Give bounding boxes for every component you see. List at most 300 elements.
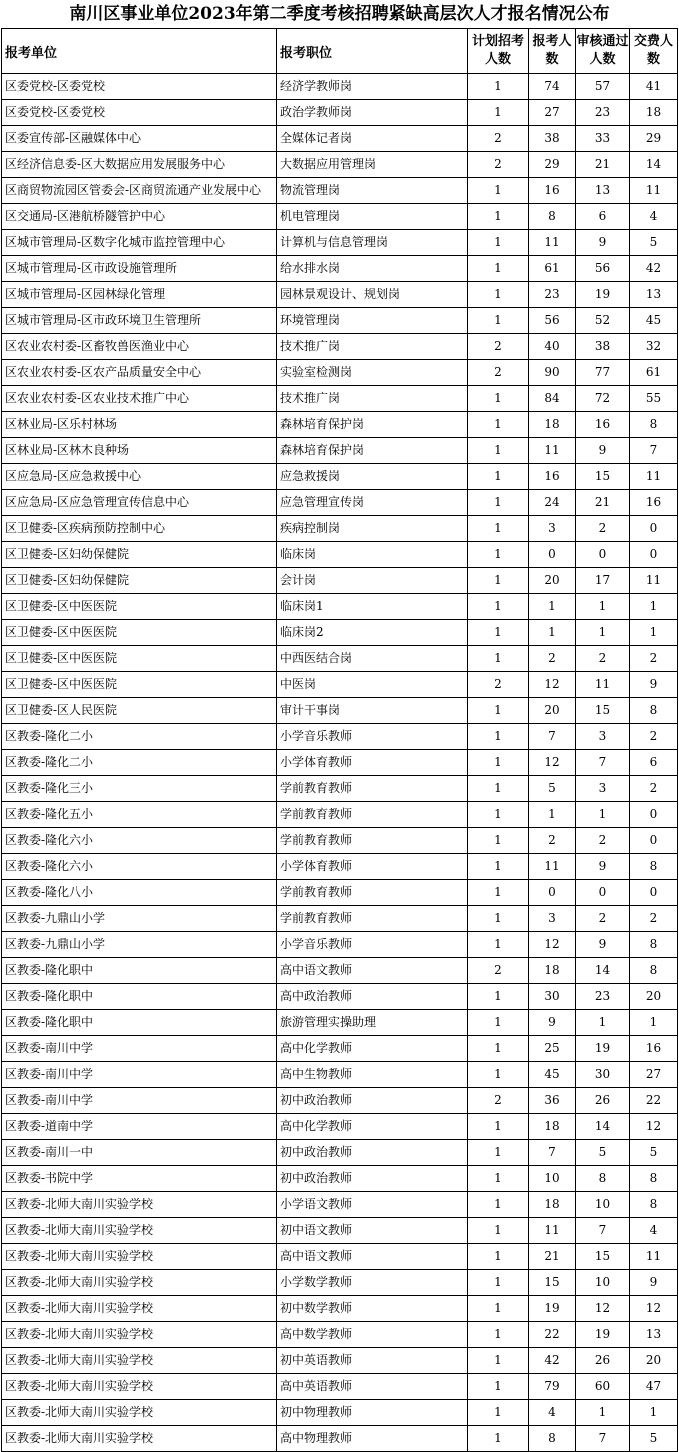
cell-paid: 11 (630, 464, 678, 490)
cell-paid: 4 (630, 204, 678, 230)
cell-plan: 1 (468, 1296, 529, 1322)
cell-paid: 12 (630, 1114, 678, 1140)
table-row (2, 308, 678, 334)
cell-unit: 区委党校-区委党校 (2, 74, 277, 100)
cell-paid: 0 (630, 542, 678, 568)
header-position: 报考职位 (277, 29, 468, 74)
table-row (2, 464, 678, 490)
cell-position: 初中物理教师 (277, 1400, 468, 1426)
cell-position: 技术推广岗 (277, 334, 468, 360)
cell-applicants: 19 (529, 1296, 576, 1322)
table-row (2, 1374, 678, 1400)
cell-applicants: 8 (529, 1426, 576, 1452)
cell-position: 技术推广岗 (277, 386, 468, 412)
table-row (2, 672, 678, 698)
cell-unit: 区教委-隆化三小 (2, 776, 277, 802)
table-row (2, 1296, 678, 1322)
cell-unit: 区卫健委-区中医医院 (2, 620, 277, 646)
cell-plan: 1 (468, 542, 529, 568)
table-row (2, 880, 678, 906)
cell-position: 小学数学教师 (277, 1270, 468, 1296)
recruitment-table (1, 28, 678, 1452)
cell-paid: 0 (630, 828, 678, 854)
cell-approved: 60 (576, 1374, 630, 1400)
cell-unit: 区经济信息委-区大数据应用发展服务中心 (2, 152, 277, 178)
cell-unit: 区卫健委-区中医医院 (2, 672, 277, 698)
cell-position: 中西医结合岗 (277, 646, 468, 672)
cell-position: 初中数学教师 (277, 1296, 468, 1322)
cell-plan: 1 (468, 1270, 529, 1296)
cell-approved: 3 (576, 724, 630, 750)
cell-applicants: 20 (529, 698, 576, 724)
cell-paid: 42 (630, 256, 678, 282)
cell-approved: 15 (576, 464, 630, 490)
cell-applicants: 25 (529, 1036, 576, 1062)
cell-unit: 区城市管理局-区园林绿化管理 (2, 282, 277, 308)
table-row (2, 1322, 678, 1348)
cell-paid: 4 (630, 1218, 678, 1244)
cell-plan: 1 (468, 1400, 529, 1426)
table-row (2, 1244, 678, 1270)
cell-approved: 7 (576, 1426, 630, 1452)
cell-position: 应急救援岗 (277, 464, 468, 490)
cell-plan: 2 (468, 126, 529, 152)
cell-paid: 27 (630, 1062, 678, 1088)
cell-unit: 区农业农村委-区农业技术推广中心 (2, 386, 277, 412)
cell-applicants: 42 (529, 1348, 576, 1374)
cell-position: 给水排水岗 (277, 256, 468, 282)
cell-plan: 1 (468, 1244, 529, 1270)
cell-applicants: 15 (529, 1270, 576, 1296)
cell-unit: 区教委-道南中学 (2, 1114, 277, 1140)
table-row (2, 802, 678, 828)
cell-applicants: 7 (529, 724, 576, 750)
cell-approved: 7 (576, 750, 630, 776)
cell-unit: 区委宣传部-区融媒体中心 (2, 126, 277, 152)
cell-paid: 1 (630, 1010, 678, 1036)
cell-position: 小学体育教师 (277, 750, 468, 776)
cell-plan: 1 (468, 568, 529, 594)
cell-approved: 19 (576, 1322, 630, 1348)
table-row (2, 1088, 678, 1114)
cell-applicants: 10 (529, 1166, 576, 1192)
cell-position: 计算机与信息管理岗 (277, 230, 468, 256)
header-unit: 报考单位 (2, 29, 277, 74)
cell-unit: 区农业农村委-区农产品质量安全中心 (2, 360, 277, 386)
cell-applicants: 61 (529, 256, 576, 282)
cell-unit: 区教委-隆化五小 (2, 802, 277, 828)
cell-position: 临床岗2 (277, 620, 468, 646)
cell-position: 高中数学教师 (277, 1322, 468, 1348)
cell-applicants: 22 (529, 1322, 576, 1348)
cell-plan: 1 (468, 1348, 529, 1374)
table-row (2, 542, 678, 568)
cell-applicants: 29 (529, 152, 576, 178)
cell-plan: 1 (468, 828, 529, 854)
cell-approved: 56 (576, 256, 630, 282)
table-row (2, 1166, 678, 1192)
cell-applicants: 45 (529, 1062, 576, 1088)
table-row (2, 152, 678, 178)
cell-unit: 区教委-隆化八小 (2, 880, 277, 906)
cell-applicants: 3 (529, 516, 576, 542)
cell-position: 高中化学教师 (277, 1036, 468, 1062)
cell-position: 学前教育教师 (277, 906, 468, 932)
table-row (2, 1348, 678, 1374)
table-row (2, 1114, 678, 1140)
cell-unit: 区教委-南川中学 (2, 1088, 277, 1114)
cell-approved: 0 (576, 880, 630, 906)
cell-plan: 1 (468, 1140, 529, 1166)
cell-plan: 2 (468, 152, 529, 178)
cell-paid: 9 (630, 1270, 678, 1296)
cell-approved: 21 (576, 152, 630, 178)
table-row (2, 1140, 678, 1166)
table-row (2, 1400, 678, 1426)
cell-unit: 区农业农村委-区畜牧兽医渔业中心 (2, 334, 277, 360)
cell-approved: 10 (576, 1192, 630, 1218)
cell-plan: 1 (468, 1036, 529, 1062)
cell-paid: 20 (630, 984, 678, 1010)
cell-approved: 26 (576, 1348, 630, 1374)
cell-plan: 1 (468, 412, 529, 438)
cell-position: 学前教育教师 (277, 828, 468, 854)
cell-unit: 区教委-南川一中 (2, 1140, 277, 1166)
cell-approved: 33 (576, 126, 630, 152)
cell-approved: 13 (576, 178, 630, 204)
cell-position: 初中语文教师 (277, 1218, 468, 1244)
cell-unit: 区城市管理局-区市政环境卫生管理所 (2, 308, 277, 334)
cell-paid: 29 (630, 126, 678, 152)
cell-applicants: 24 (529, 490, 576, 516)
cell-unit: 区教委-北师大南川实验学校 (2, 1400, 277, 1426)
cell-unit: 区林业局-区乐村林场 (2, 412, 277, 438)
cell-unit: 区教委-书院中学 (2, 1166, 277, 1192)
cell-position: 初中英语教师 (277, 1348, 468, 1374)
cell-applicants: 79 (529, 1374, 576, 1400)
cell-approved: 15 (576, 1244, 630, 1270)
cell-position: 机电管理岗 (277, 204, 468, 230)
cell-applicants: 5 (529, 776, 576, 802)
cell-unit: 区教委-北师大南川实验学校 (2, 1348, 277, 1374)
cell-unit: 区教委-隆化职中 (2, 958, 277, 984)
cell-position: 疾病控制岗 (277, 516, 468, 542)
cell-applicants: 9 (529, 1010, 576, 1036)
table-row (2, 698, 678, 724)
cell-applicants: 1 (529, 594, 576, 620)
cell-applicants: 16 (529, 178, 576, 204)
table-row (2, 776, 678, 802)
cell-applicants: 18 (529, 958, 576, 984)
cell-position: 学前教育教师 (277, 880, 468, 906)
cell-paid: 18 (630, 100, 678, 126)
cell-paid: 11 (630, 1244, 678, 1270)
table-row (2, 516, 678, 542)
cell-plan: 1 (468, 1218, 529, 1244)
cell-plan: 1 (468, 984, 529, 1010)
cell-paid: 7 (630, 438, 678, 464)
cell-position: 高中语文教师 (277, 958, 468, 984)
cell-approved: 11 (576, 672, 630, 698)
cell-unit: 区卫健委-区中医医院 (2, 646, 277, 672)
cell-approved: 12 (576, 1296, 630, 1322)
cell-approved: 10 (576, 1270, 630, 1296)
cell-plan: 1 (468, 204, 529, 230)
cell-paid: 2 (630, 646, 678, 672)
cell-paid: 2 (630, 724, 678, 750)
table-row (2, 282, 678, 308)
cell-paid: 8 (630, 1166, 678, 1192)
cell-position: 小学音乐教师 (277, 724, 468, 750)
cell-paid: 5 (630, 230, 678, 256)
cell-paid: 0 (630, 880, 678, 906)
table-row (2, 1062, 678, 1088)
table-row (2, 724, 678, 750)
cell-applicants: 36 (529, 1088, 576, 1114)
cell-paid: 1 (630, 1400, 678, 1426)
cell-position: 环境管理岗 (277, 308, 468, 334)
cell-position: 政治学教师岗 (277, 100, 468, 126)
cell-plan: 1 (468, 1192, 529, 1218)
cell-plan: 2 (468, 672, 529, 698)
cell-plan: 1 (468, 1114, 529, 1140)
cell-position: 旅游管理实操助理 (277, 1010, 468, 1036)
cell-plan: 1 (468, 1062, 529, 1088)
table-row (2, 230, 678, 256)
cell-position: 园林景观设计、规划岗 (277, 282, 468, 308)
cell-unit: 区教委-北师大南川实验学校 (2, 1218, 277, 1244)
cell-applicants: 12 (529, 932, 576, 958)
cell-position: 小学音乐教师 (277, 932, 468, 958)
cell-plan: 1 (468, 1374, 529, 1400)
cell-applicants: 27 (529, 100, 576, 126)
cell-paid: 8 (630, 698, 678, 724)
cell-unit: 区应急局-区应急救援中心 (2, 464, 277, 490)
cell-paid: 0 (630, 802, 678, 828)
cell-approved: 23 (576, 100, 630, 126)
cell-position: 高中语文教师 (277, 1244, 468, 1270)
cell-position: 高中物理教师 (277, 1426, 468, 1452)
cell-unit: 区卫健委-区妇幼保健院 (2, 568, 277, 594)
cell-approved: 9 (576, 230, 630, 256)
table-row (2, 828, 678, 854)
cell-unit: 区商贸物流园区管委会-区商贸流通产业发展中心 (2, 178, 277, 204)
table-row (2, 646, 678, 672)
table-row (2, 568, 678, 594)
cell-paid: 61 (630, 360, 678, 386)
table-row (2, 412, 678, 438)
cell-applicants: 56 (529, 308, 576, 334)
table-row (2, 256, 678, 282)
cell-paid: 32 (630, 334, 678, 360)
cell-paid: 20 (630, 1348, 678, 1374)
cell-paid: 55 (630, 386, 678, 412)
cell-approved: 19 (576, 282, 630, 308)
cell-paid: 11 (630, 568, 678, 594)
cell-approved: 26 (576, 1088, 630, 1114)
cell-position: 临床岗 (277, 542, 468, 568)
cell-approved: 77 (576, 360, 630, 386)
cell-plan: 1 (468, 386, 529, 412)
table-row (2, 334, 678, 360)
cell-applicants: 18 (529, 1192, 576, 1218)
cell-unit: 区教委-北师大南川实验学校 (2, 1374, 277, 1400)
cell-paid: 0 (630, 516, 678, 542)
cell-plan: 2 (468, 1088, 529, 1114)
cell-unit: 区教委-九鼎山小学 (2, 932, 277, 958)
cell-plan: 1 (468, 464, 529, 490)
cell-approved: 38 (576, 334, 630, 360)
cell-unit: 区卫健委-区人民医院 (2, 698, 277, 724)
table-row (2, 984, 678, 1010)
cell-approved: 3 (576, 776, 630, 802)
cell-approved: 14 (576, 958, 630, 984)
cell-approved: 30 (576, 1062, 630, 1088)
cell-approved: 8 (576, 1166, 630, 1192)
cell-plan: 2 (468, 958, 529, 984)
cell-applicants: 30 (529, 984, 576, 1010)
cell-applicants: 18 (529, 412, 576, 438)
table-row (2, 1426, 678, 1452)
cell-plan: 2 (468, 334, 529, 360)
table-row (2, 620, 678, 646)
cell-plan: 1 (468, 646, 529, 672)
cell-plan: 1 (468, 802, 529, 828)
cell-paid: 14 (630, 152, 678, 178)
cell-paid: 8 (630, 854, 678, 880)
cell-unit: 区卫健委-区妇幼保健院 (2, 542, 277, 568)
cell-paid: 9 (630, 672, 678, 698)
cell-approved: 0 (576, 542, 630, 568)
cell-approved: 23 (576, 984, 630, 1010)
cell-approved: 1 (576, 1400, 630, 1426)
cell-applicants: 2 (529, 828, 576, 854)
cell-approved: 1 (576, 594, 630, 620)
table-body (2, 74, 678, 1452)
cell-plan: 1 (468, 490, 529, 516)
cell-approved: 9 (576, 438, 630, 464)
cell-unit: 区卫健委-区疾病预防控制中心 (2, 516, 277, 542)
table-row (2, 438, 678, 464)
cell-paid: 6 (630, 750, 678, 776)
cell-applicants: 4 (529, 1400, 576, 1426)
cell-approved: 6 (576, 204, 630, 230)
cell-paid: 13 (630, 282, 678, 308)
cell-applicants: 20 (529, 568, 576, 594)
cell-paid: 8 (630, 958, 678, 984)
cell-plan: 1 (468, 1166, 529, 1192)
cell-applicants: 84 (529, 386, 576, 412)
cell-approved: 7 (576, 1218, 630, 1244)
cell-applicants: 0 (529, 880, 576, 906)
cell-unit: 区教委-北师大南川实验学校 (2, 1426, 277, 1452)
cell-paid: 8 (630, 932, 678, 958)
cell-unit: 区教委-南川中学 (2, 1036, 277, 1062)
table-row (2, 360, 678, 386)
cell-applicants: 11 (529, 854, 576, 880)
cell-applicants: 21 (529, 1244, 576, 1270)
cell-applicants: 0 (529, 542, 576, 568)
table-row (2, 178, 678, 204)
cell-approved: 1 (576, 1010, 630, 1036)
cell-applicants: 23 (529, 282, 576, 308)
cell-paid: 13 (630, 1322, 678, 1348)
cell-plan: 1 (468, 776, 529, 802)
cell-plan: 1 (468, 178, 529, 204)
cell-approved: 21 (576, 490, 630, 516)
cell-position: 高中生物教师 (277, 1062, 468, 1088)
cell-plan: 1 (468, 1426, 529, 1452)
header-plan: 计划招考人数 (468, 29, 529, 74)
cell-applicants: 38 (529, 126, 576, 152)
cell-unit: 区教委-北师大南川实验学校 (2, 1322, 277, 1348)
cell-unit: 区教委-北师大南川实验学校 (2, 1270, 277, 1296)
cell-approved: 14 (576, 1114, 630, 1140)
cell-unit: 区教委-隆化二小 (2, 724, 277, 750)
cell-applicants: 16 (529, 464, 576, 490)
cell-unit: 区教委-隆化六小 (2, 828, 277, 854)
cell-plan: 1 (468, 854, 529, 880)
cell-position: 经济学教师岗 (277, 74, 468, 100)
cell-applicants: 7 (529, 1140, 576, 1166)
cell-plan: 1 (468, 1322, 529, 1348)
cell-unit: 区应急局-区应急管理宣传信息中心 (2, 490, 277, 516)
cell-paid: 8 (630, 412, 678, 438)
cell-unit: 区教委-北师大南川实验学校 (2, 1192, 277, 1218)
cell-plan: 1 (468, 932, 529, 958)
cell-applicants: 11 (529, 230, 576, 256)
cell-position: 小学语文教师 (277, 1192, 468, 1218)
cell-plan: 1 (468, 724, 529, 750)
cell-paid: 2 (630, 906, 678, 932)
cell-paid: 22 (630, 1088, 678, 1114)
cell-paid: 5 (630, 1426, 678, 1452)
cell-approved: 9 (576, 854, 630, 880)
cell-position: 审计干事岗 (277, 698, 468, 724)
cell-plan: 1 (468, 1010, 529, 1036)
cell-paid: 41 (630, 74, 678, 100)
cell-position: 中医岗 (277, 672, 468, 698)
cell-position: 实验室检测岗 (277, 360, 468, 386)
cell-unit: 区教委-隆化职中 (2, 984, 277, 1010)
cell-approved: 2 (576, 646, 630, 672)
cell-approved: 15 (576, 698, 630, 724)
cell-approved: 2 (576, 906, 630, 932)
cell-applicants: 11 (529, 438, 576, 464)
cell-paid: 8 (630, 1192, 678, 1218)
cell-position: 森林培育保护岗 (277, 412, 468, 438)
cell-unit: 区教委-九鼎山小学 (2, 906, 277, 932)
cell-applicants: 11 (529, 1218, 576, 1244)
header-paid: 交费人数 (630, 29, 678, 74)
cell-position: 初中政治教师 (277, 1166, 468, 1192)
cell-approved: 9 (576, 932, 630, 958)
cell-applicants: 2 (529, 646, 576, 672)
cell-approved: 1 (576, 620, 630, 646)
cell-paid: 47 (630, 1374, 678, 1400)
table-row (2, 1010, 678, 1036)
cell-position: 学前教育教师 (277, 776, 468, 802)
cell-plan: 2 (468, 360, 529, 386)
cell-paid: 16 (630, 490, 678, 516)
cell-unit: 区城市管理局-区市政设施管理所 (2, 256, 277, 282)
cell-position: 高中政治教师 (277, 984, 468, 1010)
cell-position: 高中英语教师 (277, 1374, 468, 1400)
cell-position: 初中政治教师 (277, 1088, 468, 1114)
cell-position: 全媒体记者岗 (277, 126, 468, 152)
cell-plan: 1 (468, 438, 529, 464)
cell-unit: 区教委-隆化职中 (2, 1010, 277, 1036)
